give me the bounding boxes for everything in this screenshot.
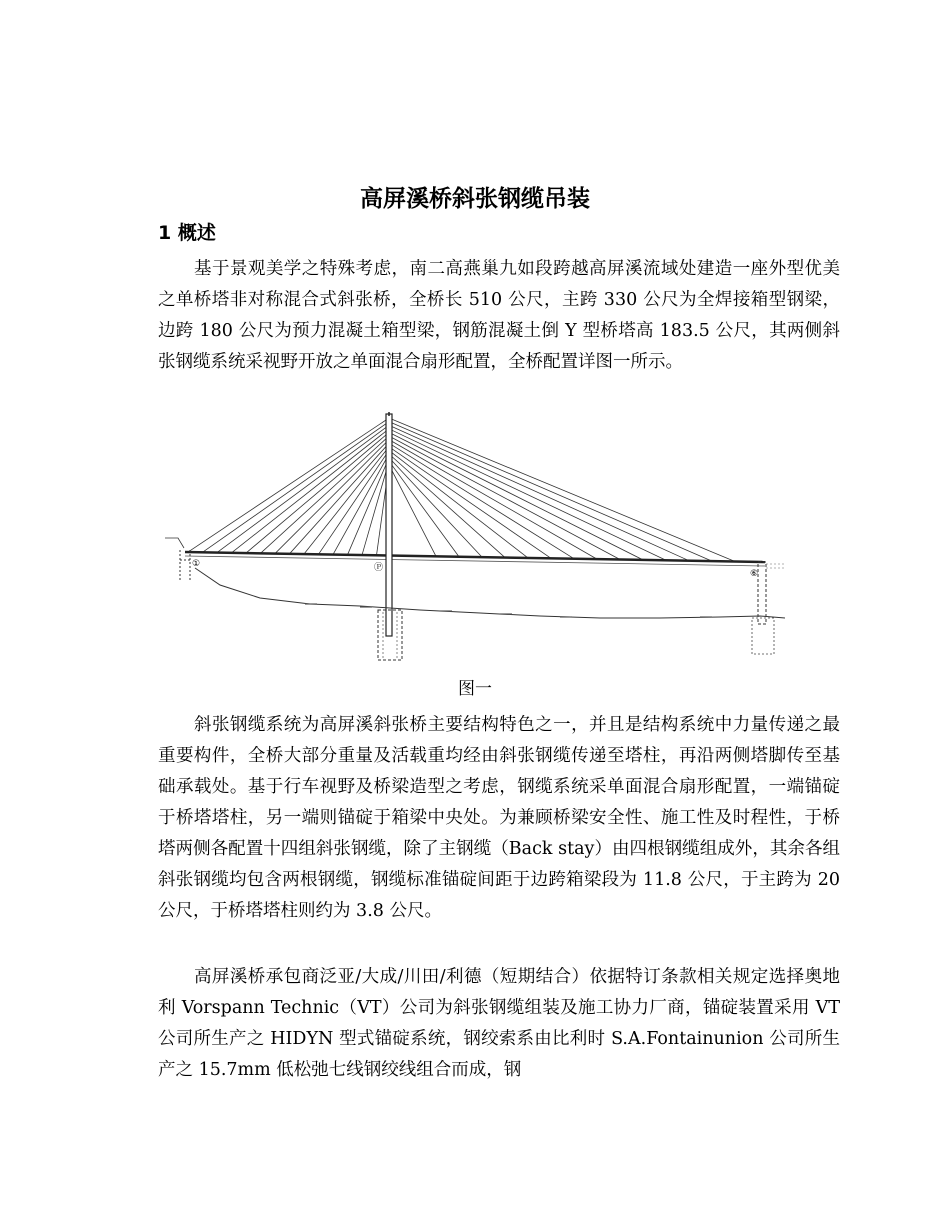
stay-cable-main-span <box>389 461 459 557</box>
stay-cable-back-span <box>290 443 390 554</box>
stay-cable-back-span <box>261 436 390 553</box>
stay-cable-main-span <box>389 429 666 560</box>
stay-cable-main-span <box>389 418 735 561</box>
pier-label-p: Ⓟ <box>374 563 384 573</box>
bridge-elevation-figure <box>160 410 790 665</box>
pylon <box>386 414 392 636</box>
stay-cable-back-span <box>232 429 390 553</box>
stay-cable-back-span <box>348 458 390 555</box>
stay-cable-main-span <box>389 436 620 560</box>
pier-label-6: ⑥ <box>750 569 759 579</box>
stay-cable-main-span <box>389 450 528 558</box>
stay-cable-main-span <box>389 432 643 559</box>
document-title: 高屏溪桥斜张钢缆吊装 <box>360 186 590 212</box>
stay-cable-main-span <box>389 443 574 559</box>
section-heading: 1 概述 <box>158 222 216 244</box>
bridge-deck <box>185 552 765 562</box>
stay-cable-main-span <box>389 425 689 560</box>
ground-profile <box>195 568 785 618</box>
paragraph-2: 斜张钢缆系统为高屏溪斜张桥主要结构特色之一，并且是结构系统中力量传递之最重要构件，全桥大部分重量及活载重均经由斜张钢缆传递至塔柱，再沿两侧塔脚传至基础承载处。基于行车视野及桥梁造型之考虑，钢缆系统采单面混合扇形配置，一端锚碇于桥塔塔柱，另一端则锚碇于箱梁中央处。为兼顾桥梁安全性、施工性及时程性，于桥塔两侧各配置十四组斜张钢缆，除了主钢缆（Back stay）由四根钢缆组成外，其余各组斜张钢缆均包含两根钢缆，钢缆标准锚碇间距于边跨箱梁段为 11.8 公尺，于主跨为 20 公尺，于桥塔塔柱则约为 3.8 公尺。 <box>158 715 840 921</box>
left-abutment <box>180 550 190 580</box>
stay-cable-main-span <box>389 440 597 560</box>
stay-cable-main-span <box>389 465 436 557</box>
stay-cable-main-span <box>389 422 712 561</box>
stay-cable-main-span <box>389 447 551 559</box>
stay-cable-back-span <box>333 454 389 555</box>
end-pier-foundation <box>752 618 774 654</box>
pier-label-1: ① <box>192 559 201 569</box>
paragraph-1: 基于景观美学之特殊考虑，南二高燕巢九如段跨越高屏溪流域处建造一座外型优美之单桥塔非对称混合式斜张桥，全桥长 510 公尺，主跨 330 公尺为全焊接箱型钢梁，边跨 180 公尺为预力混凝土箱型梁，钢筋混凝土倒 Y 型桥塔高 183.5 公尺，其两侧斜张钢缆系统采视野开放之单面混合扇形配置，全桥配置详图一所示。 <box>158 259 840 372</box>
stay-cable-back-span <box>304 447 389 554</box>
end-pier <box>758 562 766 624</box>
stay-cables <box>188 418 735 561</box>
figure-caption: 图一 <box>458 679 492 699</box>
paragraph-3: 高屏溪桥承包商泛亚/大成/川田/利德（短期结合）依据特订条款相关规定选择奥地利 Vorspann Technic（VT）公司为斜张钢缆组装及施工协力厂商，锚碇装置采用 VT 公司所生产之 HIDYN 型式锚碇系统，钢绞索系由比利时 S.A.Fontainunion 公司所生产之 15.7mm 低松弛七线钢绞线组合而成，钢 <box>158 967 840 1080</box>
